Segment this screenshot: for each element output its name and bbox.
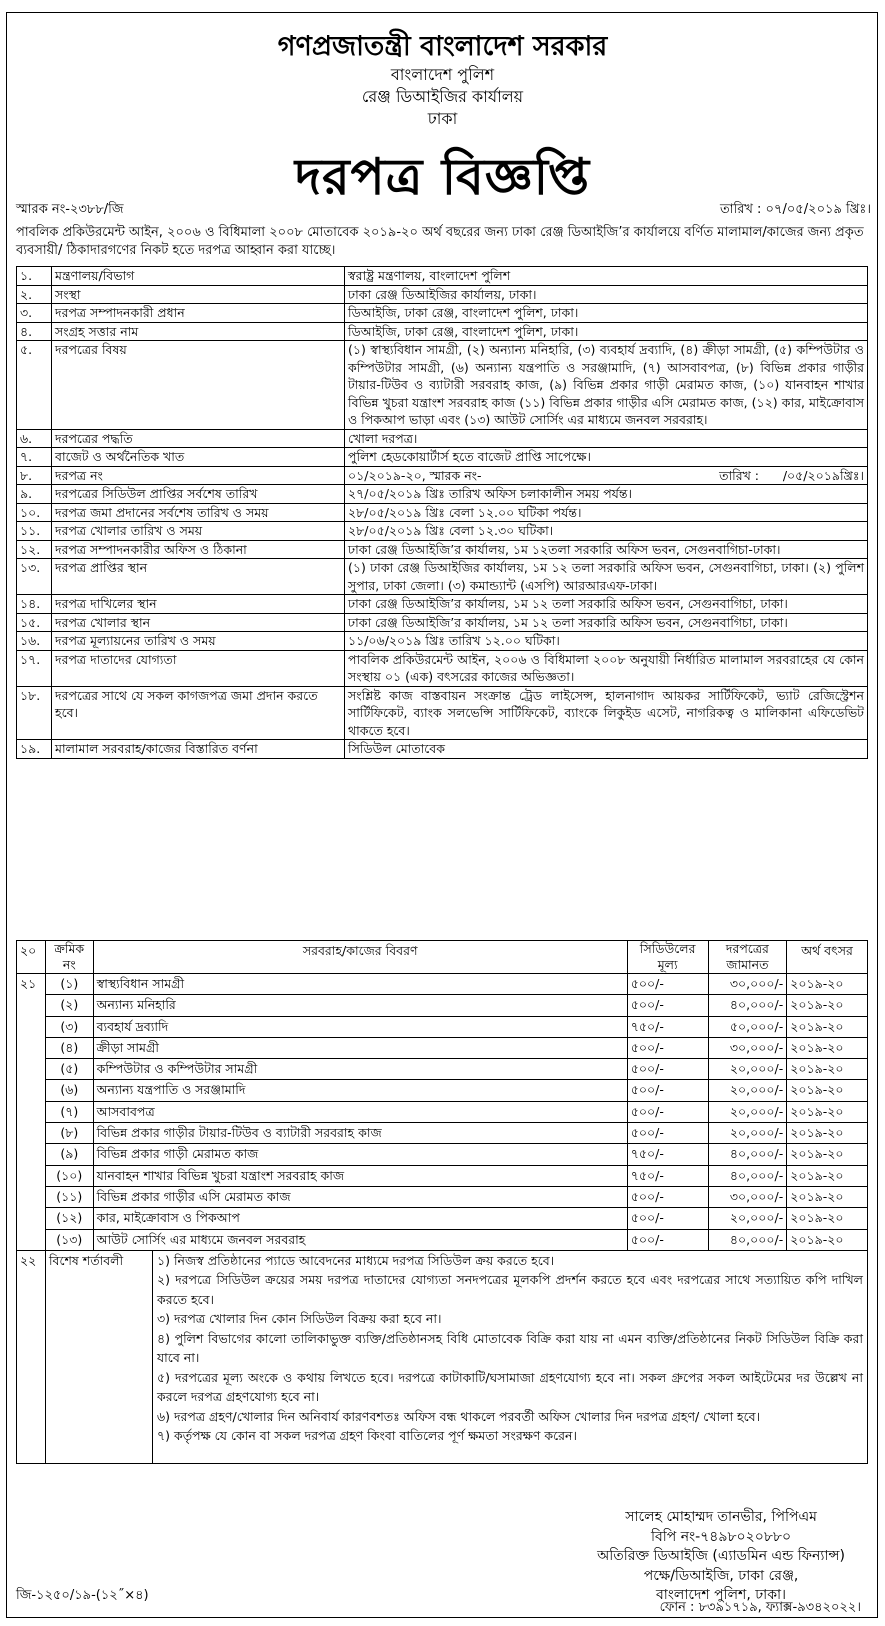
info-row-number: ১০. <box>17 503 52 522</box>
item-group-number <box>17 1186 46 1207</box>
serial-header: ক্রমিক নং <box>45 941 93 974</box>
info-row <box>17 559 868 595</box>
term-item: ২) দরপত্রে সিডিউল ক্রয়ের সময় দরপত্র দাতাদের যোগ্যতা সনদপত্রের মূলকপি প্রদর্শন করতে হবে এবং দরপত্রের সাথে সত্যায়িত কপি দাখিল করতে হবে। <box>156 1272 863 1307</box>
info-row <box>17 285 868 304</box>
info-row-label: দরপত্র জমা প্রদানের সর্বশেষ তারিখ ও সময় <box>52 503 345 522</box>
tender-info-table <box>16 266 868 759</box>
item-security: ৪০,০০০/- <box>708 1144 787 1165</box>
item-row <box>17 1016 868 1037</box>
tender-memo-value: ০১/২০১৯-২০, স্মারক নং- <box>348 467 482 483</box>
info-row-value <box>345 466 868 485</box>
info-row-value: ২৮/০৫/২০১৯ খ্রিঃ বেলা ১২.০০ ঘটিকা পর্যন্ত। <box>345 503 868 522</box>
item-serial: (৪) <box>45 1037 93 1058</box>
term-item: ৪) পুলিশ বিভাগের কালো তালিকাভুক্ত ব্যক্তি/প্রতিষ্ঠানসহ বিধি মোতাবেক বিক্রি করা যায় না এমন ব্যক্তি/প্রতিষ্ঠানের নিকট সিডিউল বিক্রি করা যাবে না। <box>156 1330 863 1366</box>
item-description: আউট সোর্সিং এর মাধ্যমে জনবল সরবরাহ <box>93 1229 627 1250</box>
info-row-label: দরপত্র খোলার তারিখ ও সময় <box>52 522 345 541</box>
info-row-number: ৭. <box>17 448 52 467</box>
info-row <box>17 341 868 430</box>
signature-block <box>597 1508 845 1606</box>
info-row <box>17 613 868 632</box>
tender-notice-title: দরপত্র বিজ্ঞপ্তি <box>294 148 591 206</box>
item-fiscal-year: ২০১৯-২০ <box>787 1101 868 1122</box>
info-row-number: ১৮. <box>17 686 52 740</box>
item-description: স্বাস্থ্যবিধান সামগ্রী <box>93 974 627 995</box>
item-description: অন্যান্য মনিহারি <box>93 995 627 1016</box>
item-group-number <box>17 1165 46 1186</box>
info-row <box>17 540 868 559</box>
info-row-label: মালামাল সরবরাহ/কাজের বিস্তারিত বর্ণনা <box>52 740 345 759</box>
notice-date: তারিখ : ০৭/০৫/২০১৯ খ্রিঃ। <box>719 202 871 217</box>
item-security: ৫০,০০০/- <box>708 1016 787 1037</box>
info-row-value: স্বরাষ্ট্র মন্ত্রণালয়, বাংলাদেশ পুলিশ <box>345 267 868 286</box>
signatory-name: সালেহ মোহাম্মদ তানভীর, পিপিএম <box>625 1509 817 1525</box>
item-schedule-price: ৭৫০/- <box>627 1144 708 1165</box>
info-row <box>17 466 868 485</box>
signatory-for: পক্ষে/ডিআইজি, ঢাকা রেঞ্জ, <box>643 1567 799 1584</box>
item-description: ক্রীড়া সামগ্রী <box>93 1037 627 1058</box>
info-row-label: দরপত্র সম্পাদনকারীর অফিস ও ঠিকানা <box>52 540 345 559</box>
reference-code: জি-১২৫০/১৯-(১২˝×৪) <box>16 1588 149 1603</box>
info-row-value: (১) ঢাকা রেঞ্জ ডিআইজির কার্যালয়, ১ম ১২ তলা সরকারি অফিস ভবন, সেগুনবাগিচা, ঢাকা। (২) পুলিশ সুপার, ঢাকা জেলা। (৩) কমান্ড্যান্ট (এসপি) আরআরএফ-ঢাকা। <box>345 559 868 595</box>
info-row-label: দরপত্রের সিডিউল প্রাপ্তির সর্বশেষ তারিখ <box>52 485 345 504</box>
info-row-value: ডিআইজি, ঢাকা রেঞ্জ, বাংলাদেশ পুলিশ, ঢাকা। <box>345 304 868 323</box>
item-schedule-price: ৫০০/- <box>627 1186 708 1207</box>
info-row-value: ১১/০৬/২০১৯ খ্রিঃ তারিখ ১২.০০ ঘটিকা। <box>345 632 868 651</box>
info-row-label: দরপত্রের সাথে যে সকল কাগজপত্র জমা প্রদান করতে হবে। <box>52 686 345 740</box>
terms-cell <box>45 1250 867 1463</box>
item-group-number <box>17 1037 46 1058</box>
info-row-number: ১৫. <box>17 613 52 632</box>
item-row <box>17 1208 868 1229</box>
info-row-label: সংস্থা <box>52 285 345 304</box>
item-fiscal-year: ২০১৯-২০ <box>787 1229 868 1250</box>
info-row-number: ৪. <box>17 322 52 341</box>
term-item: ৭) কর্তৃপক্ষ যে কোন বা সকল দরপত্র গ্রহণ কিংবা বাতিলের পূর্ণ ক্ষমতা সংরক্ষণ করেন। <box>156 1428 577 1444</box>
info-row-value: খোলা দরপত্র। <box>345 429 868 448</box>
info-row-label: দরপত্র খোলার স্থান <box>52 613 345 632</box>
info-row-label: দরপত্র মূল্যায়নের তারিখ ও সময় <box>52 632 345 651</box>
info-row <box>17 485 868 504</box>
item-description: বিভিন্ন প্রকার গাড়ীর এসি মেরামত কাজ <box>93 1186 627 1207</box>
item-group-number: ২১ <box>17 974 46 995</box>
info-row-value: ২৮/০৫/২০১৯ খ্রিঃ বেলা ১২.৩০ ঘটিকা। <box>345 522 868 541</box>
item-fiscal-year: ২০১৯-২০ <box>787 995 868 1016</box>
signatory-designation: অতিরিক্ত ডিআইজি (এ্যাডমিন এন্ড ফিন্যান্স) <box>597 1548 845 1564</box>
security-header: দরপত্রের জামানত <box>708 941 787 974</box>
info-row-number: ১৪. <box>17 595 52 614</box>
item-schedule-price: ৫০০/- <box>627 1059 708 1080</box>
info-row-value: পুলিশ হেডকোয়ার্টার্স হতে বাজেট প্রাপ্তি সাপেক্ষে। <box>345 448 868 467</box>
info-row-label: দরপত্র দাতাদের যোগ্যতা <box>52 650 345 686</box>
info-row-label: দরপত্র নং <box>52 466 345 485</box>
item-row <box>17 974 868 995</box>
item-security: ৩০,০০০/- <box>708 1186 787 1207</box>
office-subtitle: রেঞ্জ ডিআইজির কার্যালয় <box>361 87 524 106</box>
info-row-label: দরপত্র দাখিলের স্থান <box>52 595 345 614</box>
item-serial: (১২) <box>45 1208 93 1229</box>
info-row-label: মন্ত্রণালয়/বিভাগ <box>52 267 345 286</box>
schedule-price-header: সিডিউলের মূল্য <box>627 941 708 974</box>
row-number: ২০ <box>17 941 46 974</box>
info-row <box>17 632 868 651</box>
info-row-value: ঢাকা রেঞ্জ ডিআইজি’র কার্যালয়, ১ম ১২তলা সরকারি অফিস ভবন, সেগুনবাগিচা-ঢাকা। <box>345 540 868 559</box>
tender-date-value: তারিখ : /০৫/২০১৯খ্রিঃ। <box>719 467 864 483</box>
items-header-row <box>17 941 868 974</box>
info-row-label: দরপত্রের পদ্ধতি <box>52 429 345 448</box>
item-row <box>17 1101 868 1122</box>
item-group-number <box>17 995 46 1016</box>
item-schedule-price: ৫০০/- <box>627 1123 708 1144</box>
item-serial: (৯) <box>45 1144 93 1165</box>
terms-label: বিশেষ শর্তাবলী <box>46 1251 153 1463</box>
item-schedule-price: ৭৫০/- <box>627 1016 708 1037</box>
item-schedule-price: ৫০০/- <box>627 1229 708 1250</box>
item-security: ৪০,০০০/- <box>708 995 787 1016</box>
info-row-number: ১৩. <box>17 559 52 595</box>
item-group-number <box>17 1080 46 1101</box>
item-row <box>17 1144 868 1165</box>
item-description: আসবাবপত্র <box>93 1101 627 1122</box>
term-item: ৬) দরপত্র গ্রহণ/খোলার দিন অনিবার্য কারণবশতঃ অফিস বন্ধ থাকলে পরবর্তী অফিস খোলার দিন দরপত্র গ্রহণ/ খোলা হবে। <box>156 1408 761 1424</box>
info-row-number: ১. <box>17 267 52 286</box>
item-security: ২০,০০০/- <box>708 1101 787 1122</box>
info-row <box>17 304 868 323</box>
item-description: অন্যান্য যন্ত্রপাতি ও সরঞ্জামাদি <box>93 1080 627 1101</box>
item-row <box>17 1229 868 1250</box>
info-row-value: পাবলিক প্রকিউরমেন্ট আইন, ২০০৬ ও বিধিমালা ২০০৮ অনুযায়ী নির্ধারিত মালামাল সরবরাহের যে কোন সংস্থায় ০১ (এক) বৎসরের কাজের অভিজ্ঞতা। <box>345 650 868 686</box>
item-description: বিভিন্ন প্রকার গাড়ীর টায়ার-টিউব ও ব্যাটারী সরবরাহ কাজ <box>93 1123 627 1144</box>
government-title: গণপ্রজাতন্ত্রী বাংলাদেশ সরকার <box>277 31 608 62</box>
item-security: ২০,০০০/- <box>708 1208 787 1229</box>
info-row-number: ১৬. <box>17 632 52 651</box>
item-fiscal-year: ২০১৯-২০ <box>787 1144 868 1165</box>
info-row <box>17 650 868 686</box>
item-security: ৪০,০০০/- <box>708 1165 787 1186</box>
item-schedule-price: ৫০০/- <box>627 1101 708 1122</box>
item-description: বিভিন্ন প্রকার গাড়ী মেরামত কাজ <box>93 1144 627 1165</box>
signatory-org: বাংলাদেশ পুলিশ, ঢাকা। <box>656 1587 787 1603</box>
fiscal-year-header: অর্থ বৎসর <box>787 941 868 974</box>
city-subtitle: ঢাকা <box>427 109 458 128</box>
item-serial: (৬) <box>45 1080 93 1101</box>
term-item: ১) নিজস্ব প্রতিষ্ঠানের প্যাডে আবেদনের মাধ্যমে দরপত্র সিডিউল ক্রয় করতে হবে। <box>156 1252 555 1268</box>
item-serial: (২) <box>45 995 93 1016</box>
info-row-value: ঢাকা রেঞ্জ ডিআইজি’র কার্যালয়, ১ম ১২ তলা সরকারি অফিস ভবন, সেগুনবাগিচা, ঢাকা। <box>345 613 868 632</box>
item-security: ৪০,০০০/- <box>708 1229 787 1250</box>
description-header: সরবরাহ/কাজের বিবরণ <box>93 941 627 974</box>
item-row <box>17 995 868 1016</box>
item-serial: (১০) <box>45 1165 93 1186</box>
item-serial: (১১) <box>45 1186 93 1207</box>
item-security: ৩০,০০০/- <box>708 1037 787 1058</box>
item-serial: (১৩) <box>45 1229 93 1250</box>
info-row <box>17 267 868 286</box>
item-serial: (৩) <box>45 1016 93 1037</box>
info-row-number: ১১. <box>17 522 52 541</box>
item-fiscal-year: ২০১৯-২০ <box>787 974 868 995</box>
cropped-top-line <box>0 0 885 4</box>
item-fiscal-year: ২০১৯-২০ <box>787 1080 868 1101</box>
info-row-value: ২৭/০৫/২০১৯ খ্রিঃ তারিখ অফিস চলাকালীন সময় পর্যন্ত। <box>345 485 868 504</box>
item-group-number <box>17 1229 46 1250</box>
item-fiscal-year: ২০১৯-২০ <box>787 1037 868 1058</box>
info-row-number: ৩. <box>17 304 52 323</box>
item-row <box>17 1080 868 1101</box>
item-group-number <box>17 1101 46 1122</box>
item-description: যানবাহন শাখার বিভিন্ন খুচরা যন্ত্রাংশ সরবরাহ কাজ <box>93 1165 627 1186</box>
item-schedule-price: ৫০০/- <box>627 1037 708 1058</box>
info-row-number: ৯. <box>17 485 52 504</box>
special-terms-row <box>17 1250 868 1463</box>
info-row-number: ৬. <box>17 429 52 448</box>
info-row-number: ৫. <box>17 341 52 430</box>
info-row <box>17 686 868 740</box>
item-fiscal-year: ২০১৯-২০ <box>787 1186 868 1207</box>
item-serial: (৮) <box>45 1123 93 1144</box>
terms-row-number: ২২ <box>17 1250 46 1463</box>
term-item: ৩) দরপত্র খোলার দিন কোন সিডিউল বিক্রয় করা হবে না। <box>156 1311 442 1327</box>
item-group-number <box>17 1016 46 1037</box>
contact-phone: ফোন : ৮৩৯১৭১৯, ফ্যাক্স-৯৩৪২০২২। <box>659 1600 861 1615</box>
item-fiscal-year: ২০১৯-২০ <box>787 1123 868 1144</box>
item-group-number <box>17 1123 46 1144</box>
item-fiscal-year: ২০১৯-২০ <box>787 1016 868 1037</box>
item-security: ২০,০০০/- <box>708 1080 787 1101</box>
item-serial: (৫) <box>45 1059 93 1080</box>
info-row-number: ৮. <box>17 466 52 485</box>
item-schedule-price: ৫০০/- <box>627 974 708 995</box>
info-row-value: ঢাকা রেঞ্জ ডিআইজির কার্যালয়, ঢাকা। <box>345 285 868 304</box>
item-group-number <box>17 1208 46 1229</box>
term-item: ৫) দরপত্রের মূল্য অংকে ও কথায় লিখতে হবে। দরপত্রে কাটাকাটি/ঘসামাজা গ্রহণযোগ্য হবে না। সকল গ্রুপের সকল আইটেমের দর উল্লেখ না করলে দরপত্র গ্রহণযোগ্য হবে না। <box>156 1369 863 1405</box>
item-fiscal-year: ২০১৯-২০ <box>787 1059 868 1080</box>
info-row <box>17 740 868 759</box>
info-row <box>17 322 868 341</box>
terms-list <box>153 1251 867 1463</box>
info-row-number: ২. <box>17 285 52 304</box>
info-row-value: সংশ্লিষ্ট কাজ বাস্তবায়ন সংক্রান্ত ট্রেড লাইসেন্স, হালনাগাদ আয়কর সার্টিফিকেট, ভ্যাট রেজিস্ট্রেশন সার্টিফিকেট, ব্যাংক সলভেন্সি সার্টিফিকেট, ব্যাংকে লিকুইড এসেট, নাগরিকত্ব ও মালিকানা এফিডেভিট থাকতে হবে। <box>345 686 868 740</box>
info-row-value: সিডিউল মোতাবেক <box>345 740 868 759</box>
intro-paragraph: পাবলিক প্রকিউরমেন্ট আইন, ২০০৬ ও বিধিমালা ২০০৮ মোতাবেক ২০১৯-২০ অর্থ বছরের জন্য ঢাকা রেঞ্জ ডিআইজি’র কার্যালয়ে বর্ণিত মালামাল/কাজের জন্য প্রকৃত ব্যবসায়ী/ ঠিকাদারগণের নিকট হতে দরপত্র আহ্বান করা যাচ্ছে। <box>16 225 864 258</box>
item-security: ২০,০০০/- <box>708 1059 787 1080</box>
item-description: ব্যবহার্য দ্রব্যাদি <box>93 1016 627 1037</box>
info-row-value: ঢাকা রেঞ্জ ডিআইজি’র কার্যালয়, ১ম ১২ তলা সরকারি অফিস ভবন, সেগুনবাগিচা, ঢাকা। <box>345 595 868 614</box>
memo-number: স্মারক নং-২৩৮৮/জি <box>16 202 124 217</box>
item-schedule-price: ৫০০/- <box>627 1080 708 1101</box>
info-row-number: ১২. <box>17 540 52 559</box>
item-security: ৩০,০০০/- <box>708 974 787 995</box>
info-row-label: দরপত্রের বিষয় <box>52 341 345 430</box>
item-serial: (৭) <box>45 1101 93 1122</box>
info-row-number: ১৯. <box>17 740 52 759</box>
item-row <box>17 1059 868 1080</box>
info-row-label: বাজেট ও অর্থনৈতিক খাত <box>52 448 345 467</box>
info-row <box>17 503 868 522</box>
item-group-number <box>17 1059 46 1080</box>
item-fiscal-year: ২০১৯-২০ <box>787 1165 868 1186</box>
item-row <box>17 1123 868 1144</box>
item-group-number <box>17 1144 46 1165</box>
item-serial: (১) <box>45 974 93 995</box>
item-schedule-price: ৫০০/- <box>627 1208 708 1229</box>
info-row <box>17 448 868 467</box>
item-row <box>17 1165 868 1186</box>
item-schedule-price: ৭৫০/- <box>627 1165 708 1186</box>
item-schedule-price: ৫০০/- <box>627 995 708 1016</box>
info-row-value: (১) স্বাস্থ্যবিধান সামগ্রী, (২) অন্যান্য মনিহারি, (৩) ব্যবহার্য দ্রব্যাদি, (৪) ক্রীড়া সামগ্রী, (৫) কম্পিউটার ও কম্পিউটার সামগ্রী, (৬) অন্যান্য যন্ত্রপাতি ও সরঞ্জামাদি, (৭) আসবাবপত্র, (৮) বিভিন্ন প্রকার গাড়ীর টায়ার-টিউব ও ব্যাটারী সরবরাহ কাজ, (৯) বিভিন্ন প্রকার গাড়ী মেরামত কাজ, (১০) যানবাহন শাখার বিভিন্ন খুচরা যন্ত্রাংশ সরবরাহ কাজ (১১) বিভিন্ন প্রকার গাড়ীর এসি মেরামত কাজ, (১২) কার, মাইক্রোবাস ও পিকআপ ভাড়া এবং (১৩) আউট সোর্সিং এর মাধ্যমে জনবল সরবরাহ। <box>345 341 868 430</box>
item-row <box>17 1037 868 1058</box>
item-fiscal-year: ২০১৯-২০ <box>787 1208 868 1229</box>
item-row <box>17 1186 868 1207</box>
police-subtitle: বাংলাদেশ পুলিশ <box>390 65 495 84</box>
items-table <box>16 940 868 1463</box>
info-row-number: ১৭. <box>17 650 52 686</box>
info-row-label: সংগ্রহ সত্তার নাম <box>52 322 345 341</box>
info-row-label: দরপত্র প্রাপ্তির স্থান <box>52 559 345 595</box>
signatory-bp: বিপি নং-৭৪৯৮০২০৮৮০ <box>650 1528 792 1545</box>
info-row <box>17 595 868 614</box>
item-description: কম্পিউটার ও কম্পিউটার সামগ্রী <box>93 1059 627 1080</box>
info-row-value: ডিআইজি, ঢাকা রেঞ্জ, বাংলাদেশ পুলিশ, ঢাকা। <box>345 322 868 341</box>
info-row-label: দরপত্র সম্পাদনকারী প্রধান <box>52 304 345 323</box>
item-description: কার, মাইক্রোবাস ও পিকআপ <box>93 1208 627 1229</box>
info-row <box>17 522 868 541</box>
info-row <box>17 429 868 448</box>
item-security: ২০,০০০/- <box>708 1123 787 1144</box>
